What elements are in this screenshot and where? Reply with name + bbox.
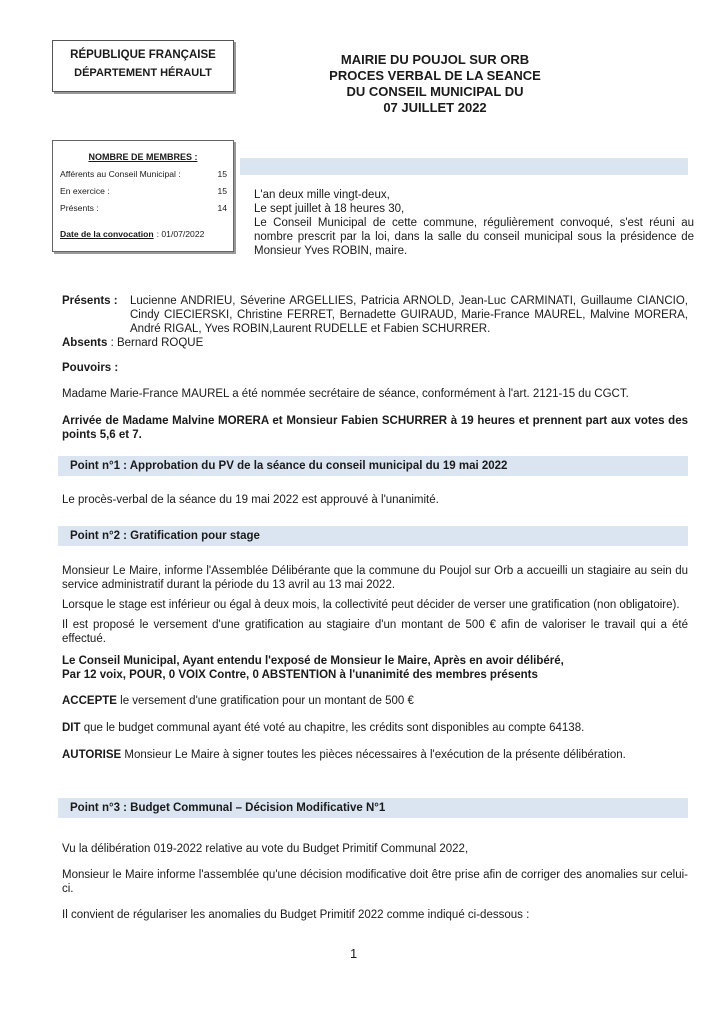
title-line-3: DU CONSEIL MUNICIPAL DU (346, 84, 524, 99)
members-row (60, 203, 227, 213)
intro-line: Le sept juillet à 18 heures 30, (254, 203, 405, 215)
point-1-title: Point n°1 : Approbation du PV de la séance du conseil municipal du 19 mai 2022 (58, 456, 688, 476)
presents-block (62, 294, 688, 336)
absents-text: : Bernard ROQUE (110, 337, 204, 349)
members-row-value: 14 (217, 203, 227, 213)
vote-line: Par 12 voix, POUR, 0 VOIX Contre, 0 ABSTENTION à l'unanimité des membres présents (62, 669, 538, 681)
document-title (280, 52, 590, 116)
members-row-label: Présents : (60, 203, 99, 213)
point-3-title: Point n°3 : Budget Communal – Décision Modificative N°1 (58, 798, 688, 818)
point-3-paragraph: Il convient de régulariser les anomalies du Budget Primitif 2022 comme indiqué ci-dessous : (62, 909, 530, 921)
members-row (60, 169, 227, 179)
dit-line (62, 721, 688, 735)
convocation-date: : 01/07/2022 (156, 229, 205, 239)
secretaire-text: Madame Marie-France MAUREL a été nommée secrétaire de séance, conformément à l'art. 2121-15 du CGCT. (62, 388, 629, 400)
point-2-paragraph: Monsieur Le Maire, informe l'Assemblée Délibérante que la commune du Poujol sur Orb a accueilli un stagiaire au sein du service administratif durant la période du 13 avril au 13 mai 2022. (62, 565, 688, 591)
pouvoirs-label: Pouvoirs : (62, 362, 119, 374)
arrivee-text: Arrivée de Madame Malvine MORERA et Monsieur Fabien SCHURRER à 19 heures et prennent part aux votes des points 5,6 et 7. (62, 415, 688, 441)
convocation-row (60, 229, 227, 239)
absents-line (62, 336, 688, 350)
dit-text: que le budget communal ayant été voté au chapitre, les crédits sont disponibles au compte 64138. (80, 722, 585, 734)
intro-line: Le Conseil Municipal de cette commune, régulièrement convoqué, s'est réuni au nombre prescrit par la loi, dans la salle du conseil municipal sous la présidence de Monsieur Yves ROBIN, maire. (254, 217, 694, 257)
title-line-1: MAIRIE DU POUJOL SUR ORB (340, 52, 530, 67)
autorise-line (62, 748, 688, 762)
intro-block (254, 188, 694, 258)
members-row-value: 15 (217, 169, 227, 179)
convocation-label: Date de la convocation (60, 229, 154, 239)
title-line-2: PROCES VERBAL DE LA SEANCE (329, 68, 541, 83)
point-2-body (62, 564, 688, 762)
page-number: 1 (350, 946, 358, 961)
autorise-text: Monsieur Le Maire à signer toutes les pièces nécessaires à l'exécution de la présente délibération. (121, 749, 626, 761)
title-line-4: 07 JUILLET 2022 (383, 100, 487, 115)
intro-line: L'an deux mille vingt-deux, (254, 189, 390, 201)
point-3-body (62, 842, 688, 922)
autorise-label: AUTORISE (62, 749, 122, 761)
point-1-text: Le procès-verbal de la séance du 19 mai 2022 est approuvé à l'unanimité. (62, 494, 439, 506)
point-3-paragraph: Vu la délibération 019-2022 relative au vote du Budget Primitif Communal 2022, (62, 843, 469, 855)
members-row-label: Afférents au Conseil Municipal : (60, 169, 181, 179)
point-2-title: Point n°2 : Gratification pour stage (58, 526, 688, 546)
presents-text: Lucienne ANDRIEU, Séverine ARGELLIES, Patricia ARNOLD, Jean-Luc CARMINATI, Guillaume CIANCIO, Cindy CIECIERSKI, Christine FERRET, Bernadette GUIRAUD, Marie-France MAUREL, Malvine MORERA, André RIGAL, Yves ROBIN,Laurent RUDELLE et Fabien SCHURRER. (130, 295, 688, 335)
absents-label: Absents (62, 337, 108, 349)
accepte-line (62, 694, 688, 708)
accepte-text: le versement d'une gratification pour un montant de 500 € (116, 695, 414, 707)
members-row-label: En exercice : (60, 186, 110, 196)
republique-label: RÉPUBLIQUE FRANÇAISE (70, 49, 216, 61)
departement-label: DÉPARTEMENT HÉRAULT (74, 67, 212, 79)
point-3-paragraph: Monsieur le Maire informe l'assemblée qu'une décision modificative doit être prise afin de corriger des anomalies sur celui-ci. (62, 869, 688, 895)
members-row (60, 186, 227, 196)
vote-line: Le Conseil Municipal, Ayant entendu l'exposé de Monsieur le Maire, Après en avoir délibéré, (62, 655, 564, 667)
point-2-paragraph: Lorsque le stage est inférieur ou égal à deux mois, la collectivité peut décider de verser une gratification (non obligatoire). (62, 599, 680, 611)
header-band (240, 158, 688, 175)
dit-label: DIT (62, 722, 81, 734)
members-box (52, 140, 234, 252)
accepte-label: ACCEPTE (62, 695, 117, 707)
presents-label: Présents : (62, 295, 118, 307)
point-2-paragraph: Il est proposé le versement d'une gratification au stagiaire d'un montant de 500 € afin de valoriser le travail qui a été effectué. (62, 619, 688, 645)
members-row-value: 15 (217, 186, 227, 196)
republic-header-box (52, 40, 234, 92)
members-heading: NOMBRE DE MEMBRES : (88, 152, 198, 162)
